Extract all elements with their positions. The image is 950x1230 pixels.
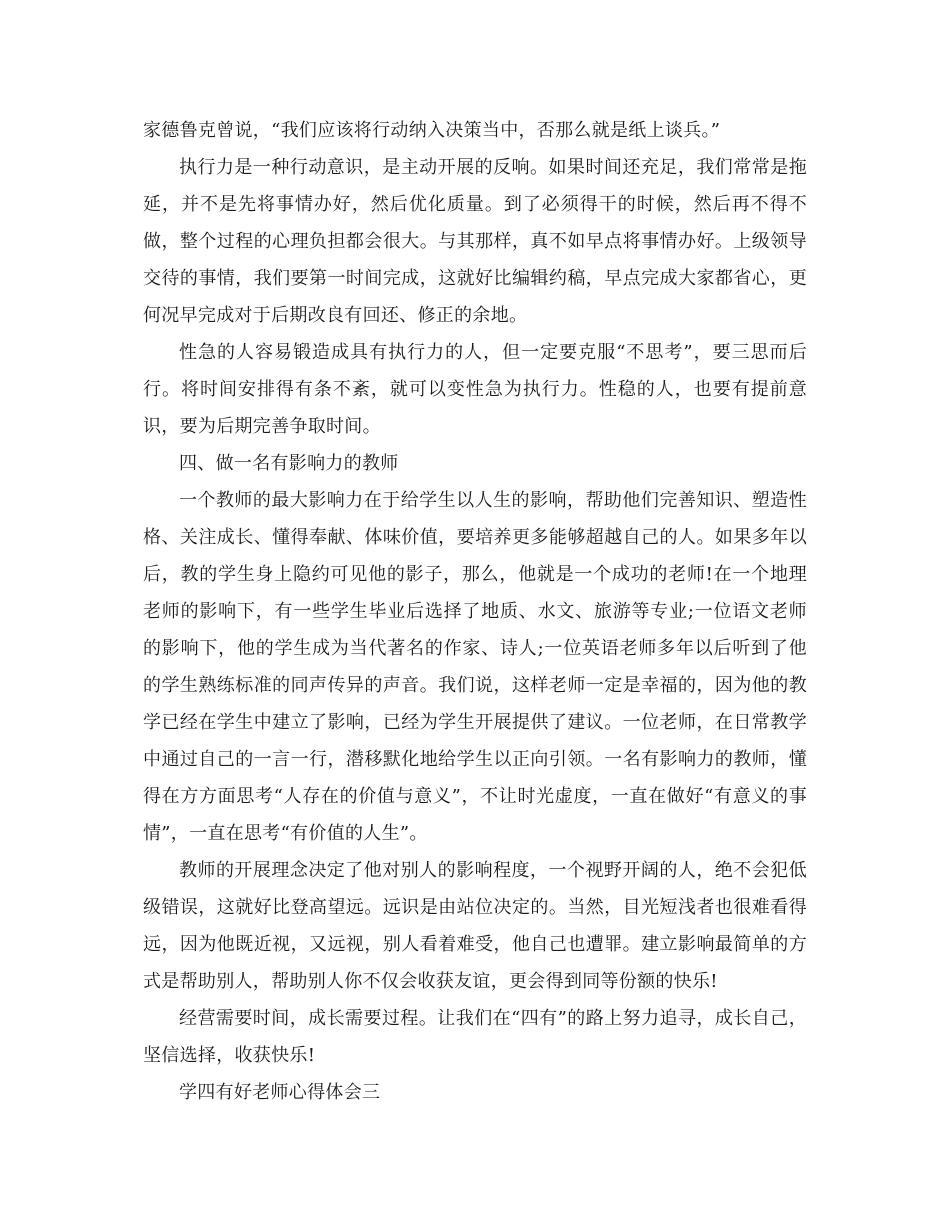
paragraph-development-philosophy: 教师的开展理念决定了他对别人的影响程度，一个视野开阔的人，绝不会犯低级错误，这就好比登高望远。远识是由站位决定的。当然，目光短浅者也很难看得远，因为他既近视，又远视，别人看着难受，他自己也遭罪。建立影响最简单的方式是帮助别人，帮助别人你不仅会收获友谊，更会得到同等份额的快乐! [143, 860, 807, 992]
paragraph-closing: 经营需要时间，成长需要过程。让我们在“四有”的路上努力追寻，成长自己，坚信选择，收获快乐! [143, 1008, 807, 1066]
section-heading-part-three: 学四有好老师心得体会三 [179, 1082, 381, 1103]
paragraph-drucker-quote: 家德鲁克曾说，“我们应该将行动纳入决策当中，否那么就是纸上谈兵。” [143, 120, 721, 141]
paragraph-temperament: 性急的人容易锻造成具有执行力的人，但一定要克服“不思考”，要三思而后行。将时间安排得有条不紊，就可以变性急为执行力。性稳的人，也要有提前意识，要为后期完善争取时间。 [143, 342, 807, 437]
document-body [143, 112, 807, 1111]
paragraph-execution: 执行力是一种行动意识，是主动开展的反响。如果时间还充足，我们常常是拖延，并不是先将事情办好，然后优化质量。到了必须得干的时候，然后再不得不做，整个过程的心理负担都会很大。与其那样，真不如早点将事情办好。上级领导交待的事情，我们要第一时间完成，这就好比编辑约稿，早点完成大家都省心，更何况早完成对于后期改良有回还、修正的余地。 [143, 157, 807, 326]
paragraph-teacher-influence: 一个教师的最大影响力在于给学生以人生的影响，帮助他们完善知识、塑造性格、关注成长、懂得奉献、体味价值，要培养更多能够超越自己的人。如果多年以后，教的学生身上隐约可见他的影子，那么，他就是一个成功的老师!在一个地理老师的影响下，有一些学生毕业后选择了地质、水文、旅游等专业;一位语文老师的影响下，他的学生成为当代著名的作家、诗人;一位英语老师多年以后听到了他的学生熟练标准的同声传异的声音。我们说，这样老师一定是幸福的，因为他的教学已经在学生中建立了影响，已经为学生开展提供了建议。一位老师，在日常教学中通过自己的一言一行，潜移默化地给学生以正向引领。一名有影响力的教师，懂得在方方面思考“人存在的价值与意义”，不让时光虚度，一直在做好“有意义的事情”，一直在思考“有价值的人生”。 [143, 490, 807, 844]
section-heading-influential-teacher: 四、做一名有影响力的教师 [179, 453, 399, 474]
